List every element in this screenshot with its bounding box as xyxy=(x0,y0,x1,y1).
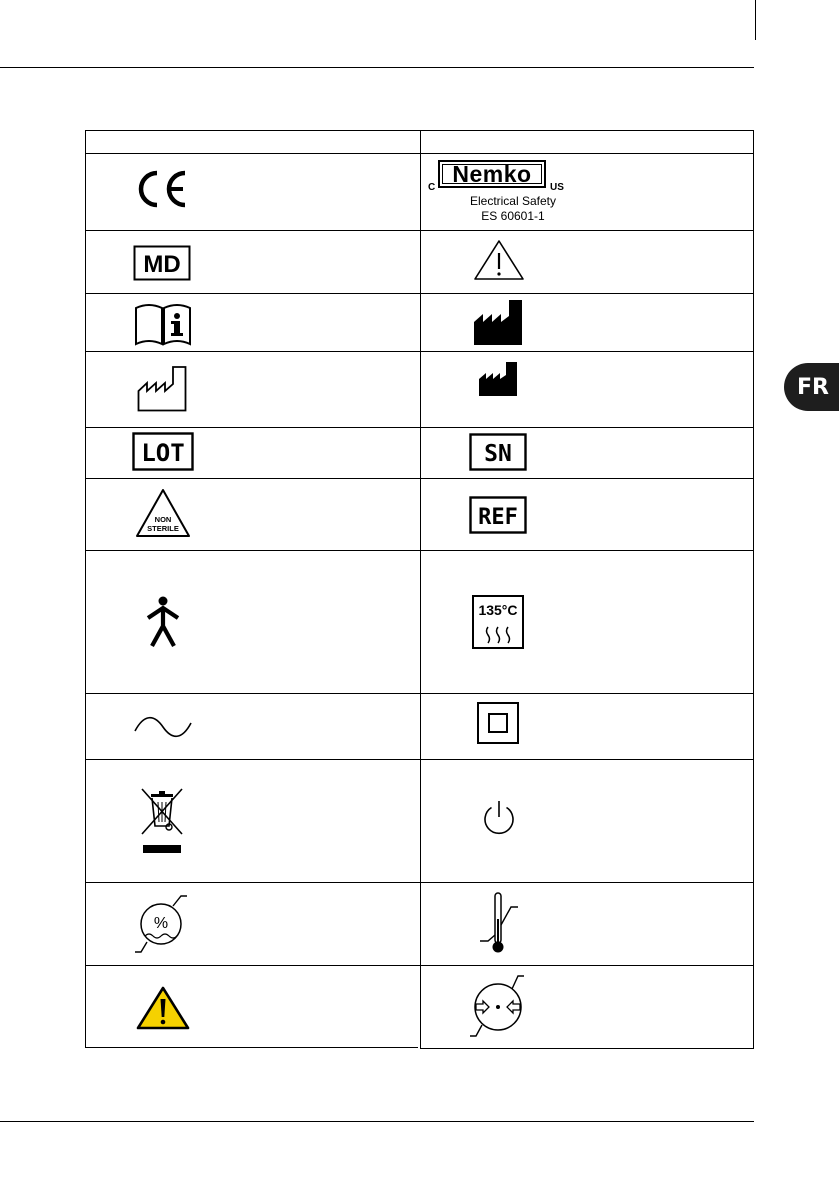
humidity-glyph: % xyxy=(153,915,169,932)
table-rule xyxy=(85,1047,418,1048)
table-rule xyxy=(421,1048,754,1049)
lot-label: LOT xyxy=(141,439,185,467)
lot-number-icon xyxy=(132,432,194,471)
class-ii-equipment-icon xyxy=(477,702,519,744)
non-label: NON xyxy=(154,515,172,524)
ce-mark-icon xyxy=(135,170,187,208)
power-standby-icon xyxy=(481,800,517,836)
reference-number-icon xyxy=(469,496,527,534)
sn-label: SN xyxy=(484,441,512,467)
footer-rule xyxy=(0,1121,754,1122)
language-tab-label: FR xyxy=(797,374,829,400)
humidity-limitation-icon xyxy=(133,884,193,956)
serial-number-icon xyxy=(469,433,527,471)
weee-disposal-icon xyxy=(139,786,185,856)
alternating-current-icon xyxy=(134,716,192,738)
manufacturer-icon xyxy=(473,298,523,346)
table-rule xyxy=(85,130,86,1048)
nemko-logo-box xyxy=(438,160,546,188)
sterilizable-temperature-icon xyxy=(472,595,524,649)
nemko-standard-code: ES 60601-1 xyxy=(481,209,545,223)
manufacturer-small-icon xyxy=(478,361,518,397)
nemko-certification-mark xyxy=(428,160,570,226)
table-rule xyxy=(420,130,421,1049)
nemko-brand: Nemko xyxy=(442,164,542,184)
md-label: MD xyxy=(143,251,181,278)
language-tab xyxy=(784,363,839,411)
table-rule xyxy=(753,130,754,1049)
atmospheric-pressure-limitation-icon xyxy=(468,972,530,1038)
non-sterile-icon xyxy=(135,488,191,538)
sterilization-temp-label: 135°C xyxy=(478,602,518,618)
temperature-limitation-icon xyxy=(478,891,522,955)
medical-device-icon xyxy=(133,245,191,281)
header-rule xyxy=(0,67,754,68)
instructions-book-icon xyxy=(134,302,192,346)
ref-label: REF xyxy=(478,505,518,530)
sterile-label: STERILE xyxy=(147,524,179,533)
nemko-us-mark: US xyxy=(550,182,564,193)
caution-icon xyxy=(473,238,525,282)
general-warning-icon xyxy=(136,985,190,1031)
nemko-standard-title: Electrical Safety xyxy=(469,194,557,208)
crop-mark xyxy=(755,0,756,40)
type-b-applied-part-icon xyxy=(143,596,183,648)
nemko-c-mark: C xyxy=(428,182,436,193)
manufacture-date-icon xyxy=(137,365,187,412)
